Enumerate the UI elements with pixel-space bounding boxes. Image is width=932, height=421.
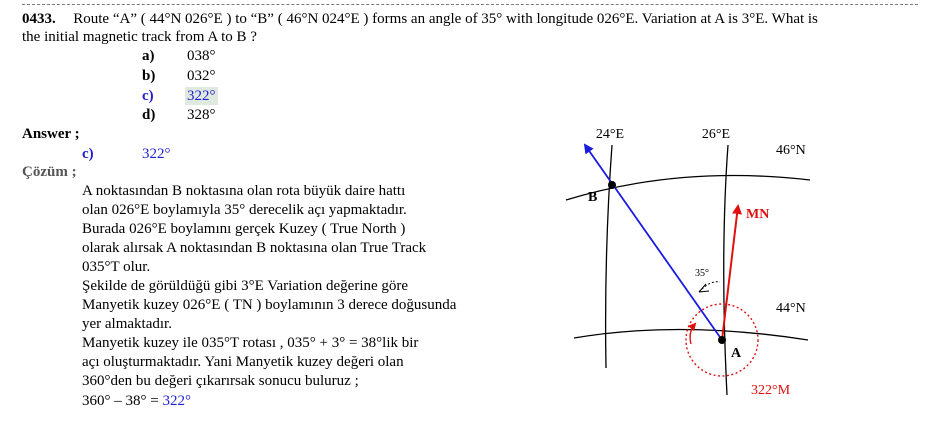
solution-line-10: açı oluşturmaktadır. Yani Manyetik kuzey değeri olan — [82, 354, 404, 370]
solution-line-2: olan 026°E boylamıyla 35° derecelik açı yapmaktadır. — [82, 202, 407, 218]
point-a-marker — [718, 336, 726, 344]
point-b-label: B — [588, 190, 598, 205]
answer-letter: c) — [82, 146, 94, 162]
solution-final-expression: 360° – 38° = — [82, 393, 163, 409]
question-line-1 — [22, 10, 818, 28]
solution-line-1: A noktasından B noktasına olan rota büyük daire hattı — [82, 183, 406, 199]
parallel-46n — [566, 176, 810, 201]
solution-line-11: 360°den bu değeri çıkarırsak sonucu buluruz ; — [82, 373, 359, 389]
angle-35-label: 35° — [695, 268, 709, 279]
option-d-value[interactable]: 328° — [187, 107, 216, 123]
solution-line-8: yer almaktadır. — [82, 316, 172, 332]
solution-line-5: 035°T olur. — [82, 259, 151, 275]
question-line-2: the initial magnetic track from A to B ? — [22, 29, 257, 45]
option-c-letter[interactable]: c) — [142, 88, 154, 104]
option-a-value[interactable]: 038° — [187, 48, 216, 64]
solution-label: Çözüm ; — [22, 164, 77, 180]
option-a-letter[interactable]: a) — [142, 48, 155, 64]
solution-line-6: Şekilde de görüldüğü gibi 3°E Variation değerine göre — [82, 278, 409, 294]
rotation-arrow — [690, 324, 695, 344]
longitude-24e-label: 24°E — [595, 127, 625, 142]
solution-line-3: Burada 026°E boylamını gerçek Kuzey ( True North ) — [82, 221, 406, 237]
magnetic-north-label: MN — [746, 207, 770, 222]
option-b-value[interactable]: 032° — [187, 68, 216, 84]
angle-arc-arrowhead — [699, 284, 709, 292]
solution-line-9: Manyetik kuzey ile 035°T rotası , 035° + 3° = 38°lik bir — [82, 335, 419, 351]
option-b-letter[interactable]: b) — [142, 68, 156, 84]
solution-final-line — [82, 392, 191, 411]
question-text: Route “A” ( 44°N 026°E ) to “B” ( 46°N 024°E ) forms an angle of 35° with longitude 026°E. Variation at A is 3°E. What is — [73, 11, 818, 27]
longitude-26e-label: 26°E — [701, 127, 731, 142]
solution-line-4: olarak alırsak A noktasından B noktasına olan True Track — [82, 240, 427, 256]
latitude-44n-label: 44°N — [776, 301, 806, 316]
option-d-letter[interactable]: d) — [142, 107, 156, 123]
point-b-marker — [608, 181, 616, 189]
navigation-diagram — [560, 120, 840, 410]
answer-value: 322° — [142, 146, 171, 162]
solution-line-7: Manyetik kuzey 026°E ( TN ) boylamının 3 derece doğusunda — [82, 297, 457, 313]
option-c-value-highlighted[interactable]: 322° — [187, 88, 216, 104]
meridian-26e — [724, 145, 728, 395]
question-number: 0433. — [22, 11, 56, 27]
angle-arc-35 — [699, 282, 720, 292]
answer-label: Answer ; — [22, 126, 80, 142]
result-322m-label: 322°M — [751, 383, 791, 398]
point-a-label: A — [731, 346, 742, 361]
latitude-46n-label: 46°N — [776, 143, 806, 158]
top-dashed-divider — [22, 4, 918, 5]
solution-final-result: 322° — [162, 393, 191, 409]
